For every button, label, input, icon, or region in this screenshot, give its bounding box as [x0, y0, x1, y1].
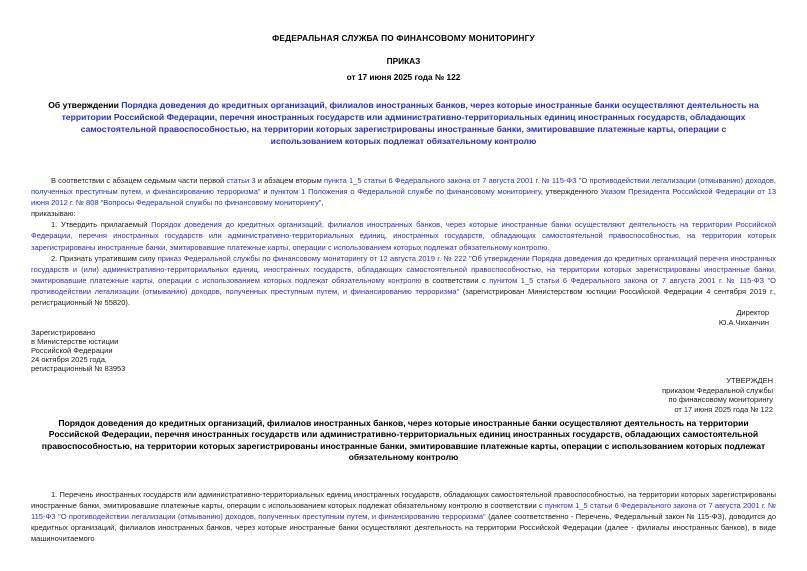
- text-line: в Министерстве юстиции: [31, 337, 119, 347]
- order-item-2: [31, 253, 776, 308]
- document-date-number: от 17 июня 2025 года № 122: [346, 72, 461, 82]
- document-title: [45, 99, 762, 147]
- document-link[interactable]: приказ Федеральной службы по финансовому мониторингу от 12 августа 2019 г. № 222 "Об утверждении Порядка доведения до кредитных организаций перечня иностранных государств и (или) административно-территориальных единиц, иностранных государств, обладающих самостоятельной правоспособностью, на территории которых зарегистрированы иностранные банки, эмитировавшие платежные карты, операции с использованием которых подлежат обязательному контролю: [31, 253, 777, 285]
- document-link[interactable]: пункта 1_5 статьи 6 Федерального закона от 7 августа 2001 г. № 115-ФЗ "О противодействии легализации (отмыванию) доходов, полученных преступным путем, и финансированию терроризма": [31, 176, 776, 197]
- annex-title: Порядок доведения до кредитных организаций, филиалов иностранных банков, через которые иностранные банки осуществляют деятельность на территории Российской Федерации, перечня иностранных государств или административно-территориальных единиц иностранных государств, обладающих самостоятельной правоспособностью, на территории которых зарегистрированы иностранные банки, эмитировавшие платежные карты, операции с использованием которых подлежат обязательному контролю: [41, 417, 766, 462]
- text-line: Зарегистрировано: [31, 328, 96, 338]
- text-segment: .: [547, 242, 550, 252]
- text-line: регистрационный № 83953: [31, 364, 126, 374]
- text-segment: (далее соответственно - Перечень, Федеральный закон № 115-ФЗ), доводится до кредитных организаций, филиалов иностранных банков, через которые иностранные банки осуществляют деятельность на территории Российской Федерации (далее - филиалы иностранных банков), в виде машиночитаемого: [31, 511, 776, 543]
- text-segment: (зарегистрирован Министерством юстиции Российской Федерации 4 сентября 2019 г., регистрационный № 55820).: [31, 286, 776, 308]
- document-link[interactable]: статьи 3: [226, 176, 256, 185]
- decree-word: приказываю:: [31, 209, 76, 219]
- text-segment: В соответствии с абзацем седьмым части первой: [51, 176, 227, 185]
- text-segment: 1. Перечень иностранных государств или административно-территориальных единиц иностранных государств, обладающих самостоятельной правоспособностью, на территории которых зарегистрированы иностранные банки, эмитировавшие платежные карты, операции с использованием которых подлежат обязательному контролю в соответствии с: [31, 489, 776, 510]
- text-segment: в соответствии с: [421, 275, 490, 285]
- registration-block: [31, 328, 776, 373]
- document-link[interactable]: Указом Президента Российской Федерации от 13 июня 2012 г. № 808 "Вопросы Федеральной службы по финансовому мониторингу": [31, 187, 777, 208]
- document-link[interactable]: Порядка доведения до кредитных организаций, филиалов иностранных банков, через которые иностранные банки осуществляют деятельность на территории Российской Федерации, перечня иностранных государств или административно-территориальных единиц иностранных государств, обладающих самостоятельной правоспособностью, на территории которых зарегистрированы иностранные банки, эмитировавшие платежные карты, операции с использованием которых подлежат обязательному контролю: [61, 100, 759, 146]
- text-segment: и: [260, 187, 271, 197]
- text-line: приказом Федеральной службы: [662, 385, 773, 395]
- approval-block: [31, 376, 776, 414]
- text-segment: 2. Признать утратившим силу: [51, 253, 158, 263]
- text-line: от 17 июня 2025 года № 122: [674, 404, 773, 414]
- signature-position: Директор: [736, 308, 769, 318]
- text-segment: , утвержденного: [540, 187, 601, 197]
- text-segment: ,: [321, 198, 324, 208]
- text-segment: Об утверждении: [48, 100, 122, 110]
- text-line: УТВЕРЖДЕН: [726, 376, 773, 386]
- text-line: Российской Федерации: [31, 346, 113, 356]
- organization-name: ФЕДЕРАЛЬНАЯ СЛУЖБА ПО ФИНАНСОВОМУ МОНИТОРИНГУ: [272, 33, 535, 43]
- document-link[interactable]: пунктом 1_5 статьи 6 Федерального закона от 7 августа 2001 г. № 115-ФЗ "О противодействии легализации (отмыванию) доходов, полученных преступным путем, и финансированию терроризма": [31, 275, 776, 296]
- signature-name: Ю.А.Чиханчин: [718, 318, 769, 328]
- preamble-paragraph: [31, 175, 776, 208]
- text-line: по финансовому мониторингу: [668, 395, 773, 405]
- signature-block: [31, 308, 776, 328]
- document-link[interactable]: Порядок доведения до кредитных организаций, филиалов иностранных банков, через которые иностранные банки осуществляют деятельность на территории Российской Федерации, перечня иностранных государств или административно-территориальных единиц, иностранных государств, обладающих самостоятельной правоспособностью, на территории которых зарегистрированы иностранные банки, эмитировавшие платежные карты, операции с использованием которых подлежат обязательному контролю: [31, 220, 777, 252]
- document-link[interactable]: пунктом 1_5 статьи 6 Федерального закона от 7 августа 2001 г. № 115-ФЗ "О противодействии легализации (отмыванию) доходов, полученных преступным путем, и финансированию терроризма": [31, 500, 776, 521]
- text-segment: и абзацем вторым: [255, 176, 324, 185]
- text-segment: 1. Утвердить прилагаемый: [51, 220, 152, 230]
- document-link[interactable]: пунктом 1 Положения о Федеральной службе по финансовому мониторингу: [270, 187, 541, 197]
- document-type: ПРИКАЗ: [386, 56, 421, 66]
- text-line: 24 октября 2025 года,: [31, 355, 107, 365]
- annex-paragraph-1: [31, 489, 776, 544]
- order-item-1: [31, 219, 776, 252]
